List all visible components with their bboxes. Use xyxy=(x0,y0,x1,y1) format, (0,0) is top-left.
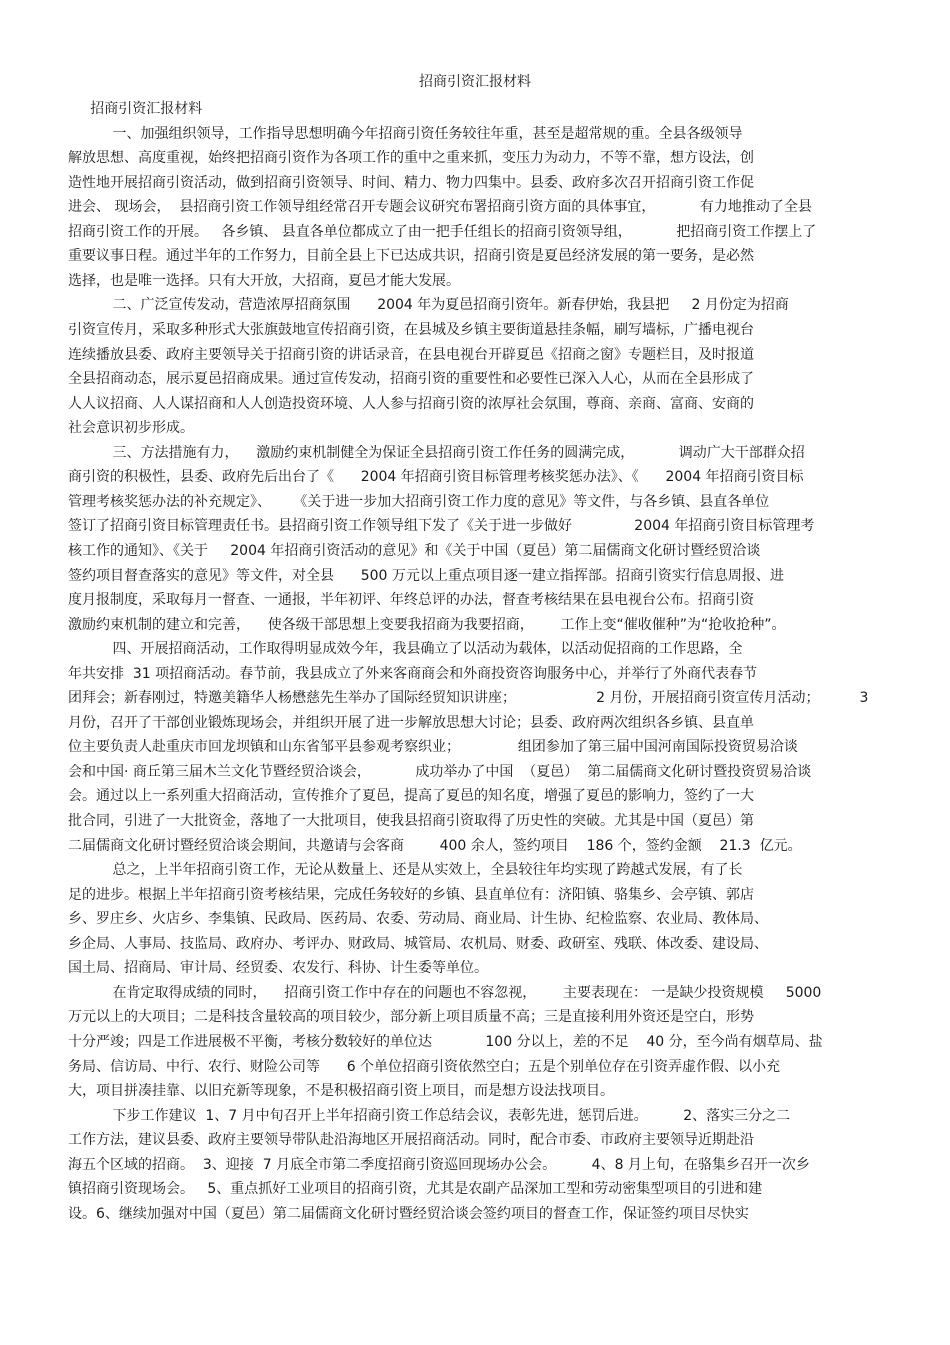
body-line: 乡企局、人事局、技监局、政府办、考评办、财政局、城管局、农机局、财委、政研室、残联、体改委、建设局、 xyxy=(68,935,768,952)
body-line: 造性地开展招商引资活动，做到招商引资领导、时间、精力、物力四集中。县委、政府多次召开招商引资工作促 xyxy=(68,174,754,191)
body-line: 在肯定取得成绩的同时， 招商引资工作中存在的问题也不容忽视， 主要表现在： 一是缺少投资规模 5000 xyxy=(68,984,822,1001)
body-line: 会和中国· 商丘第三届木兰文化节暨经贸洽谈会， 成功举办了中国 （夏邑） 第二届儒商文化研讨暨投资贸易洽谈 xyxy=(68,763,812,780)
body-line: 进会、 现场会， 县招商引资工作领导组经常召开专题会议研究布署招商引资方面的具体事宜， 有力地推动了全县 xyxy=(68,199,812,216)
body-line: 总之，上半年招商引资工作，无论从数量上、还是从实效上，全县较往年均实现了跨越式发展，有了长 xyxy=(68,862,743,879)
body-line: 商引资的积极性，县委、政府先后出台了《 2004 年招商引资目标管理考核奖惩办法》、《 2004 年招商引资目标 xyxy=(68,469,804,486)
body-line: 解放思想、高度重视，始终把招商引资作为各项工作的重中之重来抓，变压力为动力，不等不靠，想方设法，创 xyxy=(68,150,754,167)
body-line: 人人议招商、人人谋招商和人人创造投资环境、人人参与招商引资的浓厚社会氛围，尊商、亲商、富商、安商的 xyxy=(68,395,754,412)
body-line: 度月报制度，采取每月一督查、一通报，半年初评、年终总评的办法，督查考核结果在县电视台公布。招商引资 xyxy=(68,592,754,608)
body-line: 十分严竣；四是工作进展极不平衡，考核分数较好的单位达 100 分以上，差的不足 40 分，至今尚有烟草局、盐 xyxy=(68,1033,823,1050)
body-line: 四、开展招商活动，工作取得明显成效今年，我县确立了以活动为载体，以活动促招商的工作思路，全 xyxy=(68,641,743,658)
document-title: 招商引资汇报材料 xyxy=(419,74,531,90)
body-line: 工作方法，建议县委、政府主要领导带队赴沿海地区开展招商活动。同时，配合市委、市政府主要领导近期赴沿 xyxy=(68,1132,754,1149)
body-line: 批合同，引进了一大批资金，落地了一大批项目，使我县招商引资取得了历史性的突破。尤其是中国（夏邑）第 xyxy=(68,813,754,829)
body-line: 核工作的通知》、《关于 2004 年招商引资活动的意见》和《关于中国（夏邑）第二届儒商文化研讨暨经贸洽谈 xyxy=(68,542,761,559)
body-line: 会。通过以上一系列重大招商活动，宣传推介了夏邑，提高了夏邑的知名度，增强了夏邑的影响力，签约了一大 xyxy=(68,788,754,805)
body-line: 招商引资工作的开展。 各乡镇、 县直各单位都成立了由一把手任组长的招商引资领导组， 把招商引资工作摆上了 xyxy=(68,223,817,240)
body-line: 二届儒商文化研讨暨经贸洽谈会期间，共邀请与会客商 400 余人，签约项目 186 个，签约金额 21.3 亿元。 xyxy=(68,837,802,854)
body-line: 万元以上的大项目；二是科技含量较高的项目较少，部分新上项目质量不高；三是直接利用外资还是空白，形势 xyxy=(68,1009,754,1026)
body-line: 全县招商动态，展示夏邑招商成果。通过宣传发动，招商引资的重要性和必要性已深入人心，从而在全县形成了 xyxy=(68,371,754,388)
body-line: 镇招商引资现场会。 5、重点抓好工业项目的招商引资，尤其是农副产品深加工型和劳动密集型项目的引进和建 xyxy=(68,1181,763,1198)
body-line: 国土局、招商局、审计局、经贸委、农发行、科协、计生委等单位。 xyxy=(68,960,488,977)
body-line: 签订了招商引资目标管理责任书。县招商引资工作领导组下发了《关于进一步做好 2004 年招商引资目标管理考 xyxy=(68,518,815,535)
body-line: 位主要负责人赴重庆市回龙坝镇和山东省邹平县参观考察织业； 组团参加了第三届中国河南国际投资贸易洽谈 xyxy=(68,739,798,756)
body-line: 三、方法措施有力， 激励约束机制健全为保证全县招商引资工作任务的圆满完成， 调动广大干部群众招 xyxy=(68,444,805,461)
body-line: 一、加强组织领导，工作指导思想明确今年招商引资任务较往年重，甚至是超常规的重。全县各级领导 xyxy=(68,125,743,142)
body-line: 签约项目督查落实的意见》等文件，对全县 500 万元以上重点项目逐一建立指挥部。招商引资实行信息周报、进 xyxy=(68,567,784,584)
body-line: 激励约束机制的建立和完善， 使各级干部思想上变要我招商为我要招商， 工作上变“催收催种”为“抢收抢种”。 xyxy=(68,616,786,633)
body-line: 乡、罗庄乡、火店乡、李集镇、民政局、医药局、农委、劳动局、商业局、计生协、纪检监察、农业局、教体局、 xyxy=(68,911,768,928)
body-line: 社会意识初步形成。 xyxy=(68,420,194,437)
body-line: 选择，也是唯一选择。只有大开放，大招商，夏邑才能大发展。 xyxy=(68,272,460,289)
body-line: 海五个区域的招商。 3、迎接 7 月底全市第二季度招商引资巡回现场办公会。 4、8 月上旬，在骆集乡召开一次乡 xyxy=(68,1156,810,1173)
body-line: 重要议事日程。通过半年的工作努力，目前全县上下已达成共识，招商引资是夏邑经济发展的第一要务，是必然 xyxy=(68,248,754,265)
body-line: 团拜会；新春刚过，特邀美籍华人杨懋慈先生举办了国际经贸知识讲座； 2 月份，开展招商引资宣传月活动； 3 xyxy=(68,690,869,707)
body-line: 月份，召开了干部创业锻炼现场会，并组织开展了进一步解放思想大讨论；县委、政府两次组织各乡镇、县直单 xyxy=(68,714,754,731)
body-line: 年共安排 31 项招商活动。春节前，我县成立了外来客商商会和外商投资咨询服务中心，并举行了外商代表春节 xyxy=(68,665,758,682)
body-line: 足的进步。根据上半年招商引资考核结果，完成任务较好的乡镇、县直单位有：济阳镇、骆集乡、会亭镇、郭店 xyxy=(68,886,754,903)
body-line: 连续播放县委、政府主要领导关于招商引资的讲话录音，在县电视台开辟夏邑《招商之窗》专题栏目，及时报道 xyxy=(68,346,754,363)
body-line: 大，项目拼凑挂靠、以旧充新等现象，不是积极招商引资上项目，而是想方设法找项目。 xyxy=(68,1083,614,1099)
body-line: 引资宣传月，采取多种形式大张旗鼓地宣传招商引资，在县城及乡镇主要街道悬挂条幅，刷写墙标，广播电视台 xyxy=(68,322,754,338)
body-line: 二、广泛宣传发动，营造浓厚招商氛围 2004 年为夏邑招商引资年。新春伊始，我县把 2 月份定为招商 xyxy=(68,297,789,314)
body-line: 管理考核奖惩办法的补充规定》、 《关于进一步加大招商引资工作力度的意见》等文件，与各乡镇、县直各单位 xyxy=(68,493,770,510)
body-line: 下步工作建议 1、7 月中旬召开上半年招商引资工作总结会议，表彰先进，惩罚后进。 2、落实三分之二 xyxy=(68,1107,791,1124)
body-line: 务局、信访局、中行、农行、财险公司等 6 个单位招商引资依然空白；五是个别单位存在引资弄虚作假、以小充 xyxy=(68,1058,781,1075)
body-line: 招商引资汇报材料 xyxy=(68,101,203,117)
body-line: 设。6、继续加强对中国（夏邑）第二届儒商文化研讨暨经贸洽谈会签约项目的督查工作，保证签约项目尽快实 xyxy=(68,1205,749,1222)
